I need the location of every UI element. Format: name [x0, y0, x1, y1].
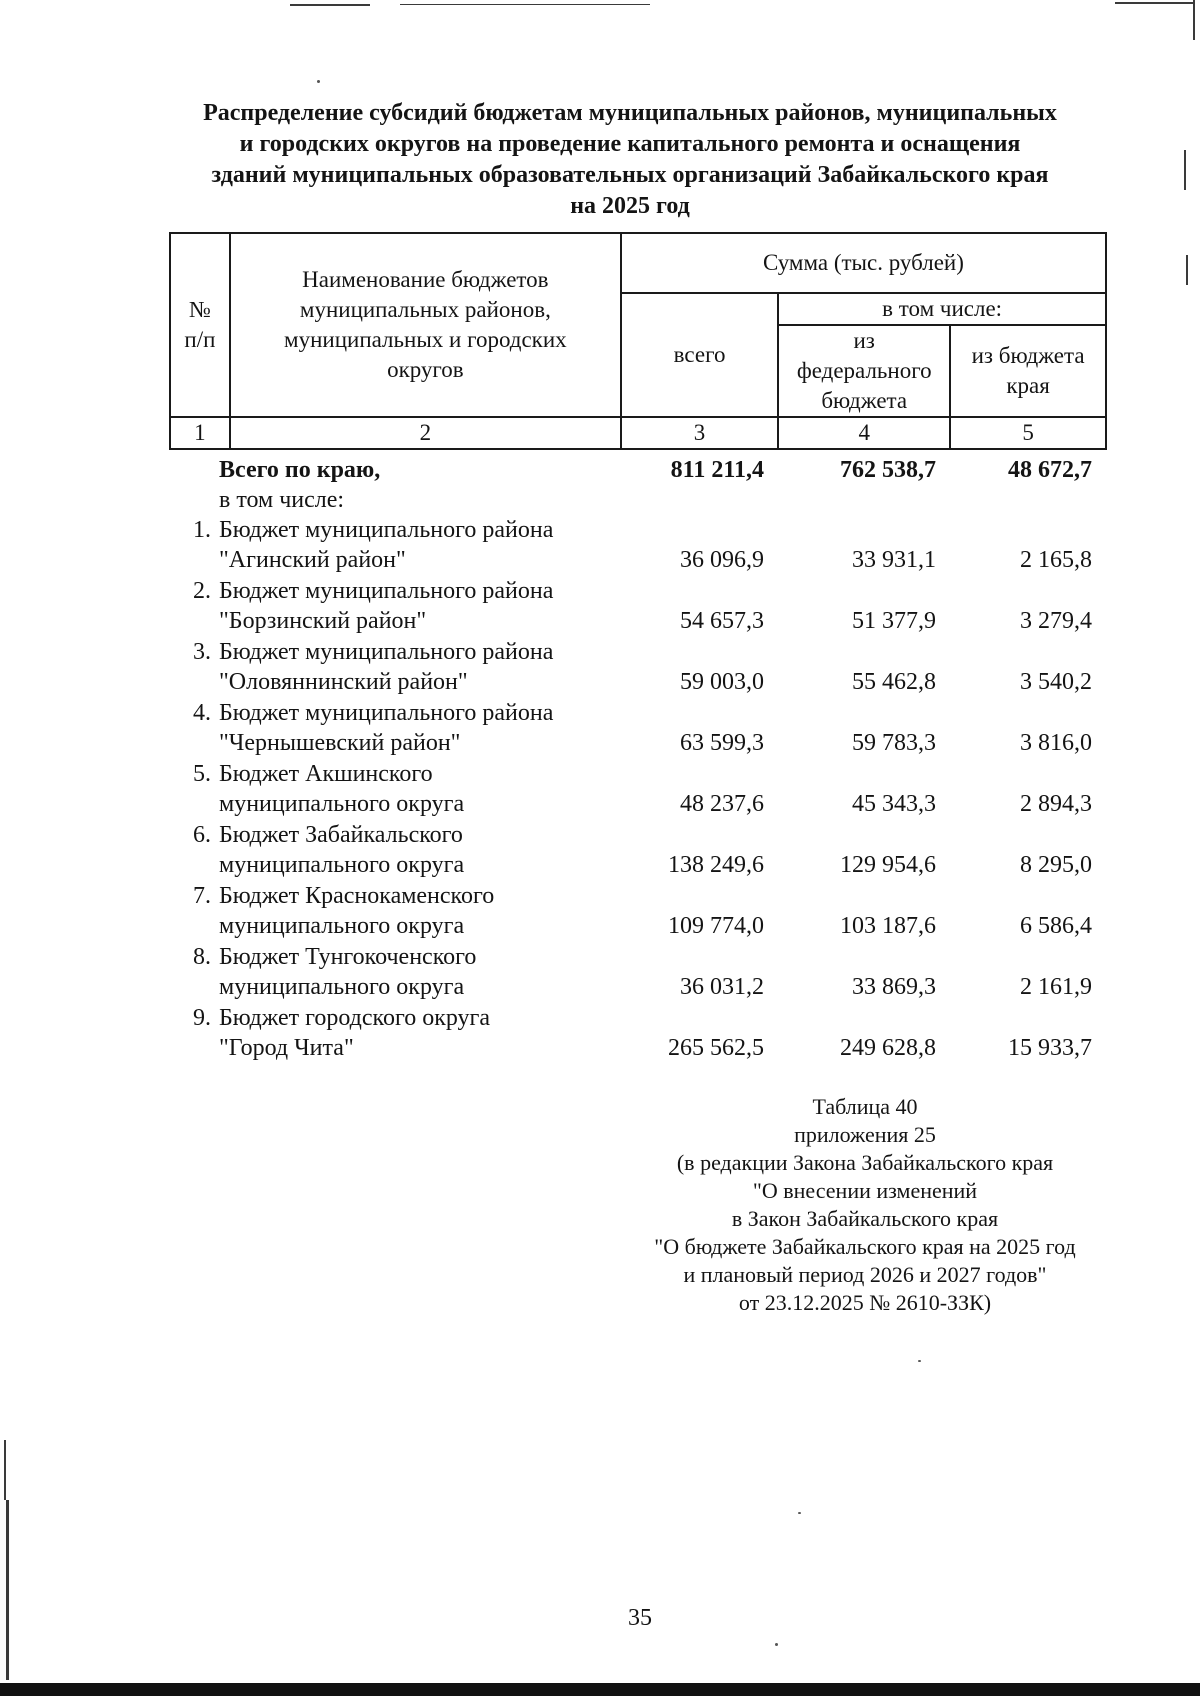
- row-number: 5.: [193, 761, 211, 787]
- row-name-line: "Чернышевский район": [219, 730, 461, 756]
- row-federal: 55 462,8: [852, 669, 936, 695]
- row-name: [219, 515, 612, 576]
- scan-artifact-top-right: [1115, 2, 1195, 4]
- row-number: [169, 455, 219, 485]
- row-regional: 8 295,0: [1020, 852, 1092, 878]
- row-name: [219, 576, 612, 637]
- header-num: [170, 233, 230, 417]
- header-regional: из бюджета края: [950, 325, 1106, 417]
- table-row: [169, 515, 1107, 576]
- row-name-line: Бюджет Забайкальского: [219, 822, 463, 848]
- row-regional: 3 540,2: [1020, 669, 1092, 695]
- header-name: [230, 233, 621, 417]
- scan-speck: [775, 1643, 778, 1646]
- table-row: [169, 759, 1107, 820]
- row-federal: 45 343,3: [852, 791, 936, 817]
- header-total: всего: [621, 293, 778, 417]
- table-header: [169, 232, 1107, 450]
- row-name: в том числе:: [219, 487, 345, 513]
- row-total: 109 774,0: [668, 913, 764, 939]
- row-name: [219, 759, 612, 820]
- row-name-line: Бюджет Тунгокоченского: [219, 944, 477, 970]
- column-number: 3: [621, 417, 778, 449]
- total-row: [169, 455, 1107, 485]
- scan-artifact-left-edge: [6, 1500, 9, 1680]
- scan-artifact-top: [400, 4, 650, 5]
- row-name-line: муниципального округа: [219, 791, 465, 817]
- row-name: [219, 881, 612, 942]
- row-federal: 33 931,1: [852, 547, 936, 573]
- title-line: Распределение субсидий бюджетам муниципальных районов, муниципальных: [203, 100, 1057, 126]
- header-federal: из федерального бюджета: [778, 325, 950, 417]
- row-name: [219, 637, 612, 698]
- row-federal: 129 954,6: [840, 852, 936, 878]
- row-total: 811 211,4: [670, 457, 764, 483]
- row-name: [219, 820, 612, 881]
- note-line: "О бюджете Забайкальского края на 2025 год: [654, 1234, 1076, 1259]
- scan-artifact-left-edge: [4, 1440, 6, 1500]
- scan-artifact-right-edge: [1186, 255, 1188, 285]
- row-regional: 2 161,9: [1020, 974, 1092, 1000]
- row-federal: 59 783,3: [852, 730, 936, 756]
- row-federal: 51 377,9: [852, 608, 936, 634]
- row-total: 36 031,2: [680, 974, 764, 1000]
- data-rows: [169, 515, 1107, 1064]
- row-name: [219, 942, 612, 1003]
- row-name-line: Бюджет муниципального района: [219, 578, 554, 604]
- row-name-line: "Агинский район": [219, 547, 406, 573]
- row-name-line: "Борзинский район": [219, 608, 427, 634]
- including-row: [169, 485, 1107, 515]
- row-number: [169, 485, 219, 515]
- row-federal: 762 538,7: [840, 457, 936, 483]
- row-name-line: муниципального округа: [219, 913, 465, 939]
- table-note: [620, 1093, 1110, 1317]
- table-row: [169, 820, 1107, 881]
- row-total: 265 562,5: [668, 1035, 764, 1061]
- header-num-label: № п/п: [184, 297, 216, 352]
- row-name: [219, 698, 612, 759]
- column-number: 2: [230, 417, 621, 449]
- row-number: 7.: [193, 883, 211, 909]
- row-total: 48 237,6: [680, 791, 764, 817]
- row-number: 8.: [193, 944, 211, 970]
- scan-artifact-right-edge: [1184, 150, 1186, 190]
- row-name-line: Бюджет муниципального района: [219, 517, 554, 543]
- row-number: 2.: [193, 578, 211, 604]
- header-including: в том числе:: [778, 293, 1106, 325]
- row-name: [219, 1003, 612, 1064]
- scan-speck: [798, 1512, 801, 1514]
- title-line: зданий муниципальных образовательных организаций Забайкальского края: [211, 162, 1049, 188]
- row-name-line: "Оловяннинский район": [219, 669, 468, 695]
- row-name-line: Бюджет городского округа: [219, 1005, 491, 1031]
- column-number: 5: [950, 417, 1106, 449]
- row-number: 1.: [193, 517, 211, 543]
- row-name-line: Бюджет муниципального района: [219, 700, 554, 726]
- table-row: [169, 881, 1107, 942]
- row-regional: 2 894,3: [1020, 791, 1092, 817]
- scan-artifact-top: [290, 4, 370, 6]
- column-number-row: [170, 417, 1106, 449]
- row-regional: 6 586,4: [1020, 913, 1092, 939]
- table-row: [169, 1003, 1107, 1064]
- table-row: [169, 698, 1107, 759]
- header-name-label: Наименование бюджетов муниципальных районов, муниципальных и городских округов: [284, 267, 567, 382]
- row-federal: 33 869,3: [852, 974, 936, 1000]
- row-total: 54 657,3: [680, 608, 764, 634]
- note-line: "О внесении изменений: [752, 1178, 978, 1203]
- row-regional: 2 165,8: [1020, 547, 1092, 573]
- table-row: [169, 576, 1107, 637]
- table-row: [169, 942, 1107, 1003]
- row-total: 59 003,0: [680, 669, 764, 695]
- row-name-line: Бюджет муниципального района: [219, 639, 554, 665]
- document-title: [150, 98, 1110, 222]
- row-total: 36 096,9: [680, 547, 764, 573]
- row-total: 138 249,6: [668, 852, 764, 878]
- scan-speck: [918, 1360, 921, 1362]
- table-row: [169, 637, 1107, 698]
- row-regional: 3 279,4: [1020, 608, 1092, 634]
- row-name-line: муниципального округа: [219, 974, 465, 1000]
- row-total: 63 599,3: [680, 730, 764, 756]
- row-regional: 3 816,0: [1020, 730, 1092, 756]
- scan-artifact-bottom-edge: [0, 1683, 1200, 1696]
- row-number: 3.: [193, 639, 211, 665]
- row-federal: 103 187,6: [840, 913, 936, 939]
- row-name-line: Бюджет Краснокаменского: [219, 883, 495, 909]
- row-regional: 15 933,7: [1008, 1035, 1092, 1061]
- title-line: на 2025 год: [570, 193, 690, 219]
- row-name-line: Бюджет Акшинского: [219, 761, 433, 787]
- column-number: 1: [170, 417, 230, 449]
- table-body: [169, 455, 1107, 1064]
- scan-speck: [317, 80, 320, 83]
- row-number: 9.: [193, 1005, 211, 1031]
- row-regional: 48 672,7: [1008, 457, 1092, 483]
- row-name-line: "Город Чита": [219, 1035, 354, 1061]
- header-sum: Сумма (тыс. рублей): [621, 233, 1106, 293]
- row-name-line: муниципального округа: [219, 852, 465, 878]
- page-number: 35: [628, 1605, 652, 1631]
- note-line: Таблица 40: [812, 1094, 918, 1119]
- row-federal: 249 628,8: [840, 1035, 936, 1061]
- note-line: (в редакции Закона Забайкальского края: [676, 1150, 1054, 1175]
- scan-artifact-right-edge: [1193, 0, 1195, 40]
- row-number: 6.: [193, 822, 211, 848]
- row-number: 4.: [193, 700, 211, 726]
- note-line: приложения 25: [794, 1122, 936, 1147]
- row-name: Всего по краю,: [219, 457, 381, 483]
- note-line: и плановый период 2026 и 2027 годов": [683, 1262, 1047, 1287]
- title-line: и городских округов на проведение капитального ремонта и оснащения: [239, 131, 1021, 157]
- note-line: от 23.12.2025 № 2610-ЗЗК): [738, 1290, 992, 1315]
- note-line: в Закон Забайкальского края: [731, 1206, 999, 1231]
- column-number: 4: [778, 417, 950, 449]
